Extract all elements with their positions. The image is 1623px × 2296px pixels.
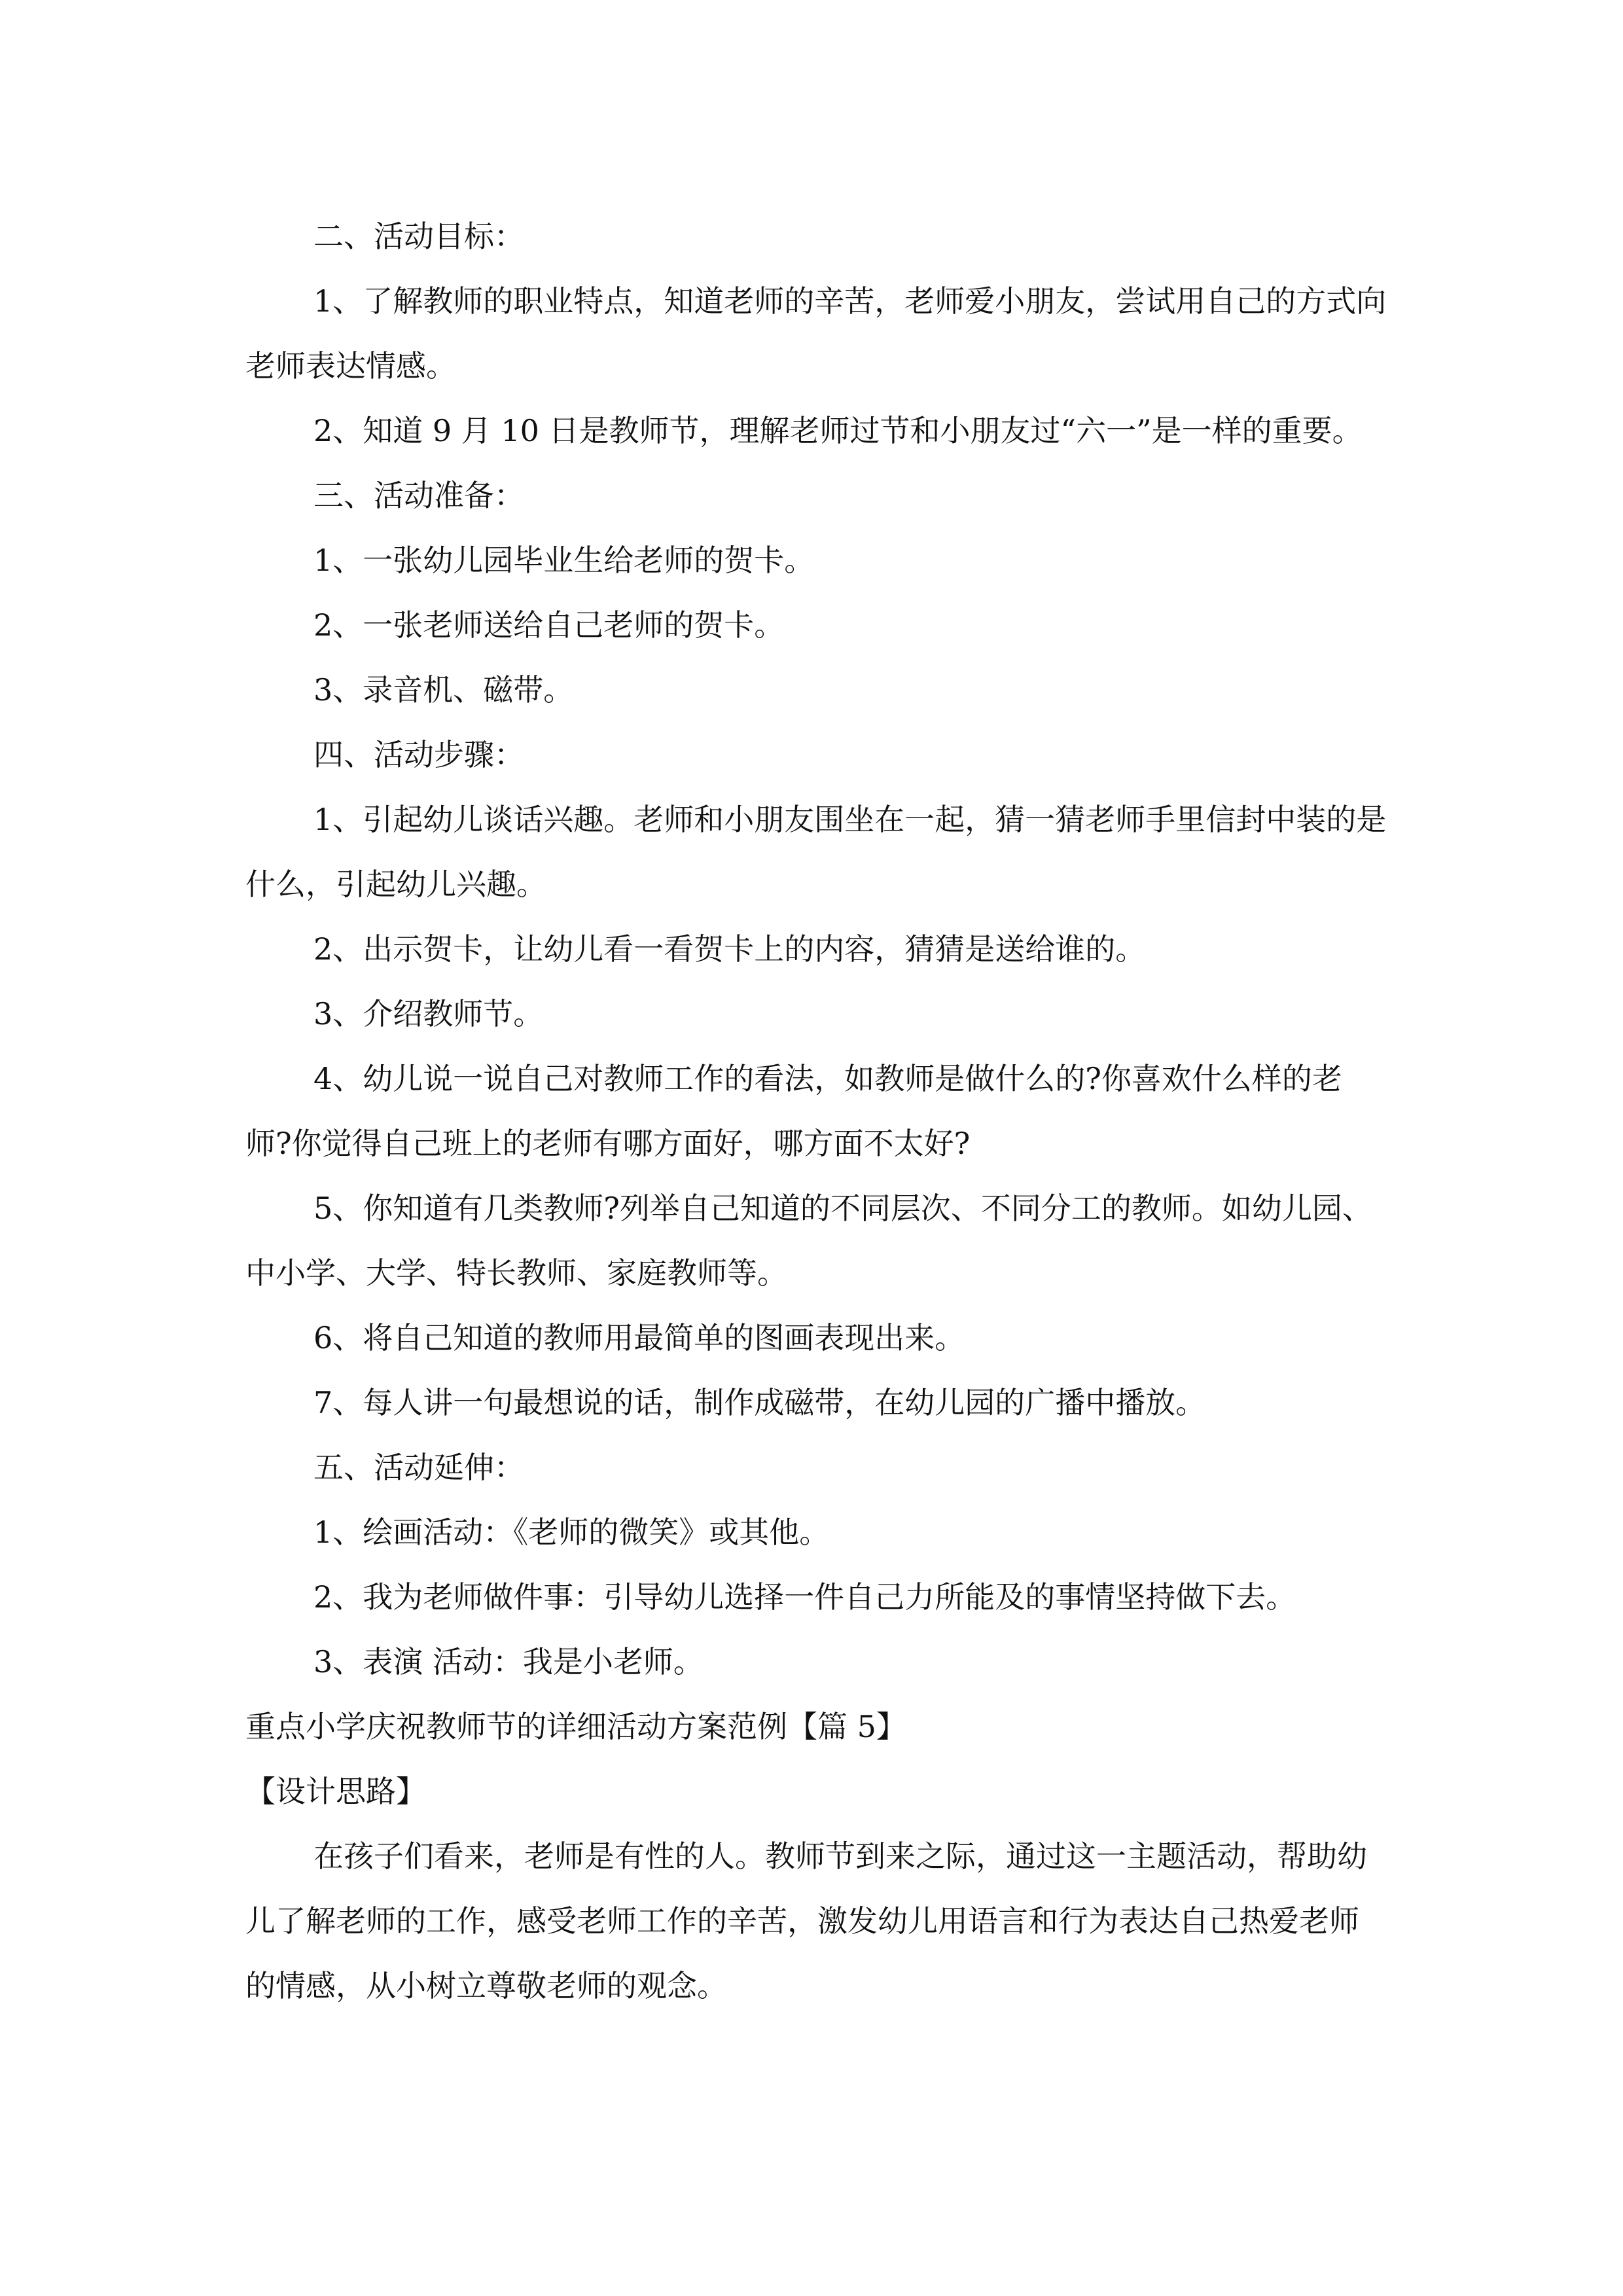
heading-extension: 五、活动延伸：	[313, 1450, 524, 1485]
paragraph: 在孩子们看来，老师是有性的人。教师节到来之际，通过这一主题活动，帮助幼儿了解老师的工作，感受老师工作的辛苦，激发幼儿用语言和行为表达自己热爱老师的情感，从小树立尊敬老师的观念。	[245, 1839, 1367, 2003]
paragraph: 1、一张幼儿园毕业生给老师的贺卡。	[313, 543, 815, 578]
heading-objectives: 二、活动目标：	[313, 219, 524, 254]
paragraph: 2、我为老师做件事：引导幼儿选择一件自己力所能及的事情坚持做下去。	[313, 1579, 1296, 1615]
paragraph: 3、表演 活动：我是小老师。	[313, 1644, 704, 1679]
paragraph: 1、绘画活动：《老师的微笑》或其他。	[313, 1515, 830, 1550]
paragraph: 1、引起幼儿谈话兴趣。老师和小朋友围坐在一起，猜一猜老师手里信封中装的是什么，引起幼儿兴趣。	[245, 802, 1387, 902]
paragraph: 6、将自己知道的教师用最简单的图画表现出来。	[313, 1320, 965, 1355]
paragraph: 3、录音机、磁带。	[313, 672, 574, 708]
paragraph: 7、每人讲一句最想说的话，制作成磁带，在幼儿园的广播中播放。	[313, 1385, 1206, 1420]
paragraph: 2、一张老师送给自己老师的贺卡。	[313, 607, 785, 643]
subsection-title: 【设计思路】	[245, 1774, 426, 1809]
paragraph: 3、介绍教师节。	[313, 996, 544, 1031]
paragraph: 2、知道 9 月 10 日是教师节，理解老师过节和小朋友过“六一”是一样的重要。	[313, 413, 1363, 448]
section-title: 重点小学庆祝教师节的详细活动方案范例【篇 5】	[245, 1709, 906, 1744]
paragraph: 1、了解教师的职业特点，知道老师的辛苦，老师爱小朋友，尝试用自己的方式向老师表达情感。	[245, 283, 1387, 384]
paragraph: 2、出示贺卡，让幼儿看一看贺卡上的内容，猜猜是送给谁的。	[313, 931, 1146, 967]
heading-preparation: 三、活动准备：	[313, 478, 524, 513]
document-body	[245, 204, 1387, 2018]
paragraph: 5、你知道有几类教师?列举自己知道的不同层次、不同分工的教师。如幼儿园、中小学、大学、特长教师、家庭教师等。	[245, 1191, 1372, 1291]
heading-steps: 四、活动步骤：	[313, 737, 524, 772]
paragraph: 4、幼儿说一说自己对教师工作的看法，如教师是做什么的?你喜欢什么样的老师?你觉得自己班上的老师有哪方面好，哪方面不太好?	[245, 1061, 1342, 1161]
